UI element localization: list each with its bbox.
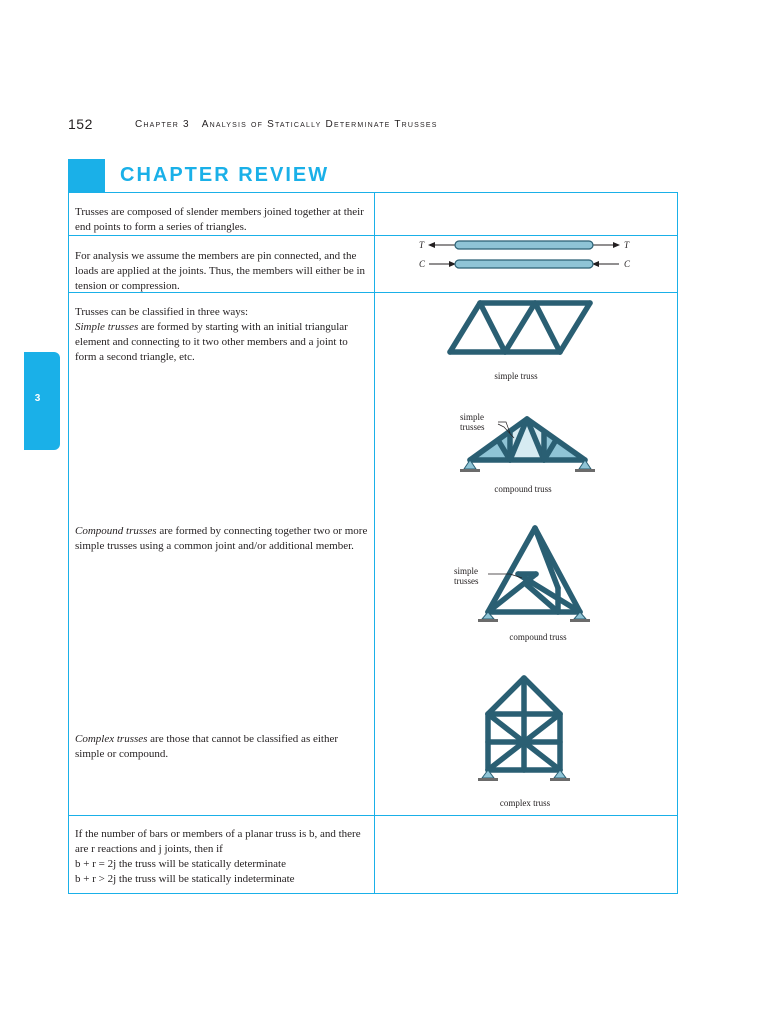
callout-simple: simple trusses xyxy=(454,566,479,586)
page-number: 152 xyxy=(68,116,93,132)
callout-simple: simple trusses xyxy=(460,412,485,432)
compound-truss-caption-2: compound truss xyxy=(509,632,567,642)
section-marker-block xyxy=(68,159,105,192)
compression-label-left: C xyxy=(419,259,426,269)
compression-label-right: C xyxy=(624,259,631,269)
tension-compression-figure xyxy=(415,238,640,272)
chapter-side-tab[interactable] xyxy=(24,352,60,450)
column-divider xyxy=(374,193,375,893)
complex-truss-members xyxy=(488,678,560,770)
complex-truss-figure xyxy=(470,672,580,790)
row-6-text: If the number of bars or members of a planar truss is b, and there are r reactions and j joints, then if b + r = 2j the truss will be statically determinate b + r > 2j the truss will be statically indeterminate xyxy=(75,828,361,885)
side-tab-label: 3 xyxy=(34,393,41,404)
row-divider xyxy=(69,815,677,816)
tension-label-right: T xyxy=(624,240,630,250)
complex-truss-caption: complex truss xyxy=(499,798,551,808)
simple-truss-figure xyxy=(440,295,600,360)
compound-truss-caption-1: compound truss xyxy=(494,484,552,494)
tension-label-left: T xyxy=(419,240,425,250)
tension-arrowhead-right xyxy=(613,242,620,248)
row-1-text: Trusses are composed of slender members joined together at their end points to form a series of triangles. xyxy=(75,206,364,233)
tension-member xyxy=(455,241,593,249)
section-title: CHAPTER REVIEW xyxy=(120,164,330,186)
row-3-text: Trusses can be classified in three ways: Simple trusses are formed by starting with an initial triangular element and connecting to it two other members and a joint to form a second triangle, etc. xyxy=(75,306,348,363)
row-4-text: Compound trusses are formed by connecting together two or more simple trusses using a common joint and/or additional member. xyxy=(75,525,368,552)
compression-member xyxy=(455,260,593,268)
compound-truss-2-members xyxy=(488,528,580,612)
row-5-text: Complex trusses are those that cannot be classified as either simple or compound. xyxy=(75,733,339,760)
tension-arrowhead-left xyxy=(428,242,435,248)
row-divider xyxy=(69,235,677,236)
row-2-text: For analysis we assume the members are pin connected, and the loads are applied at the joints. Thus, the members will either be in tension or compression. xyxy=(75,250,366,292)
compound-truss-figure-1 xyxy=(440,405,600,480)
compound-truss-figure-2 xyxy=(440,522,600,624)
chapter-heading: Chapter 3 Analysis of Statically Determinate Trusses xyxy=(135,119,438,130)
simple-truss-caption: simple truss xyxy=(494,371,538,381)
simple-truss-members xyxy=(450,303,590,352)
